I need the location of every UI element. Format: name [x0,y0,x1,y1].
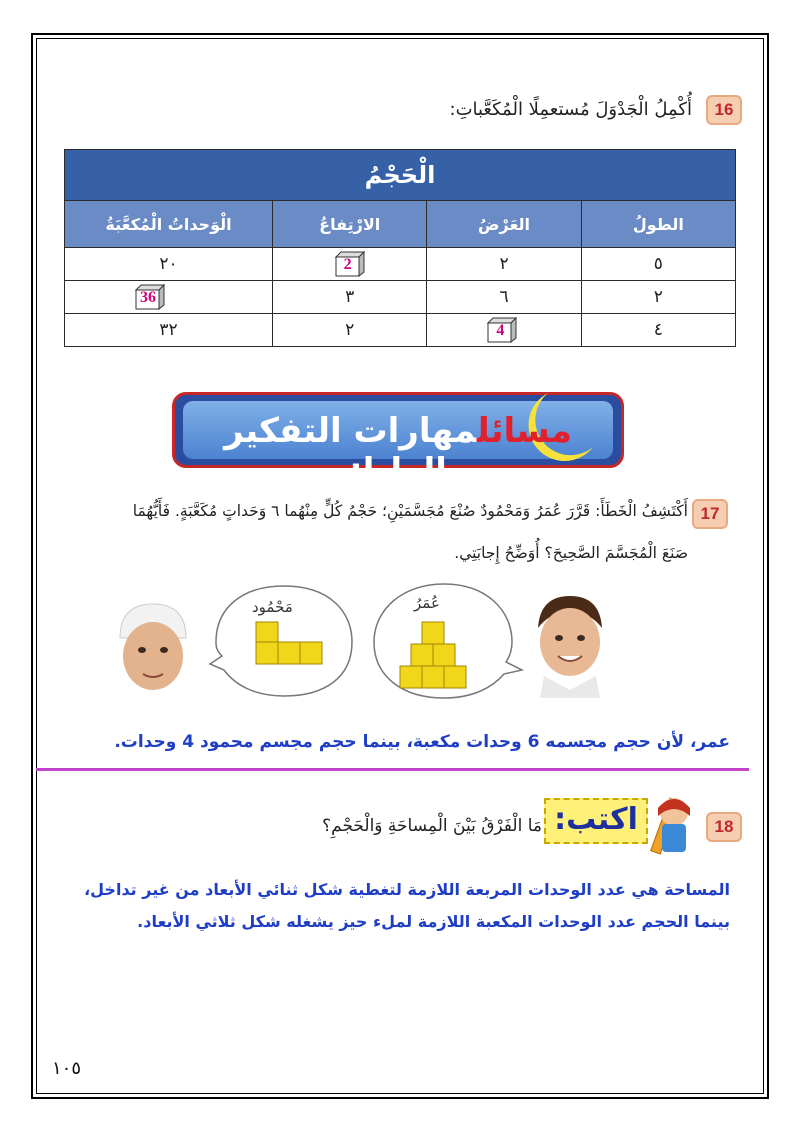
question-18-answer-line1: المساحة هي عدد الوحدات المربعة اللازمة لتغطية شكل ثنائي الأبعاد من غير تداخل، [84,880,730,899]
cube-answer-box [135,284,165,310]
question-18-prompt: مَا الْفَرْقُ بَيْنَ الْمِساحَةِ وَالْحَجْمِ؟ [322,816,542,836]
table-cell: ٢ [273,314,427,347]
banner-word-problems: مسائل [476,411,572,451]
volume-table-title: الْحَجْمُ [65,150,736,201]
question-16-prompt: أُكْمِلُ الْجَدْوَلَ مُستعمِلًا الْمُكَعَّباتِ: [449,99,692,120]
header-height: الارْتِفاعُ [273,201,427,248]
table-cell-answer [273,248,427,281]
question-17-answer: عمر، لأن حجم مجسمه 6 وحدات مكعبة، بينما حجم مجسم محمود 4 وحدات. [114,732,730,752]
answer-cubic-units-value: 36 [140,289,156,306]
omar-speech-bubble [366,580,526,704]
question-17-line1: أَكْتَشِفُ الْخَطَأَ: قَرَّرَ عُمَرُ وَمَحْمُودٌ صُنْعَ مُجَسَّمَيْنِ؛ حَجْمُ كُلٍّ مِنْهُما ٦ وَحَداتٍ مُكَعَّبَةٍ. فَأَيُّهُمَا [132,502,688,520]
mahmoud-label: مَحْمُود [252,598,293,616]
question-16-number: 16 [706,95,742,125]
banner-word-skills: مهارات التفكير العليا: [224,411,477,491]
header-length: الطولُ [581,201,735,248]
question-17-number: 17 [692,499,728,529]
table-cell: ٥ [581,248,735,281]
question-18-number: 18 [706,812,742,842]
table-cell: ٢ [427,248,581,281]
page-number: ١٠٥ [52,1058,82,1079]
banner-text [175,411,621,491]
cube-answer-box [487,317,517,343]
header-cubic-units: الْوَحداتُ الْمُكعَّبَةُ [65,201,273,248]
pencil-girl-icon [638,790,698,860]
volume-table [64,149,736,347]
question-18-answer-line2: بينما الحجم عدد الوحدات المكعبة اللازمة لملء حيز يشغله شكل ثلاثي الأبعاد. [137,912,730,931]
table-cell-answer [427,314,581,347]
mahmoud-avatar [110,598,196,694]
table-cell-answer [65,281,273,314]
omar-avatar [526,590,612,700]
omar-label: عُمَرُ [414,594,440,612]
table-cell: ٢ [581,281,735,314]
write-tag [544,798,648,844]
answer-height-value: 2 [343,256,352,273]
cube-answer-box [335,251,365,277]
table-cell: ٣ [273,281,427,314]
table-row [65,281,736,314]
table-cell: ٦ [427,281,581,314]
write-tag-label: اكتب: [554,802,638,837]
table-row [65,248,736,281]
higher-thinking-banner [172,392,624,491]
answer-width-value: 4 [496,322,505,339]
header-width: العَرْضُ [427,201,581,248]
table-row [65,314,736,347]
table-cell: ٣٢ [65,314,273,347]
table-cell: ٢٠ [65,248,273,281]
question-17-line2: صَنَعَ الْمُجَسَّمَ الصَّحِيحَ؟ أُوَضِّحُ إِجابَتِي. [454,544,688,562]
section-divider [36,768,749,771]
table-cell: ٤ [581,314,735,347]
